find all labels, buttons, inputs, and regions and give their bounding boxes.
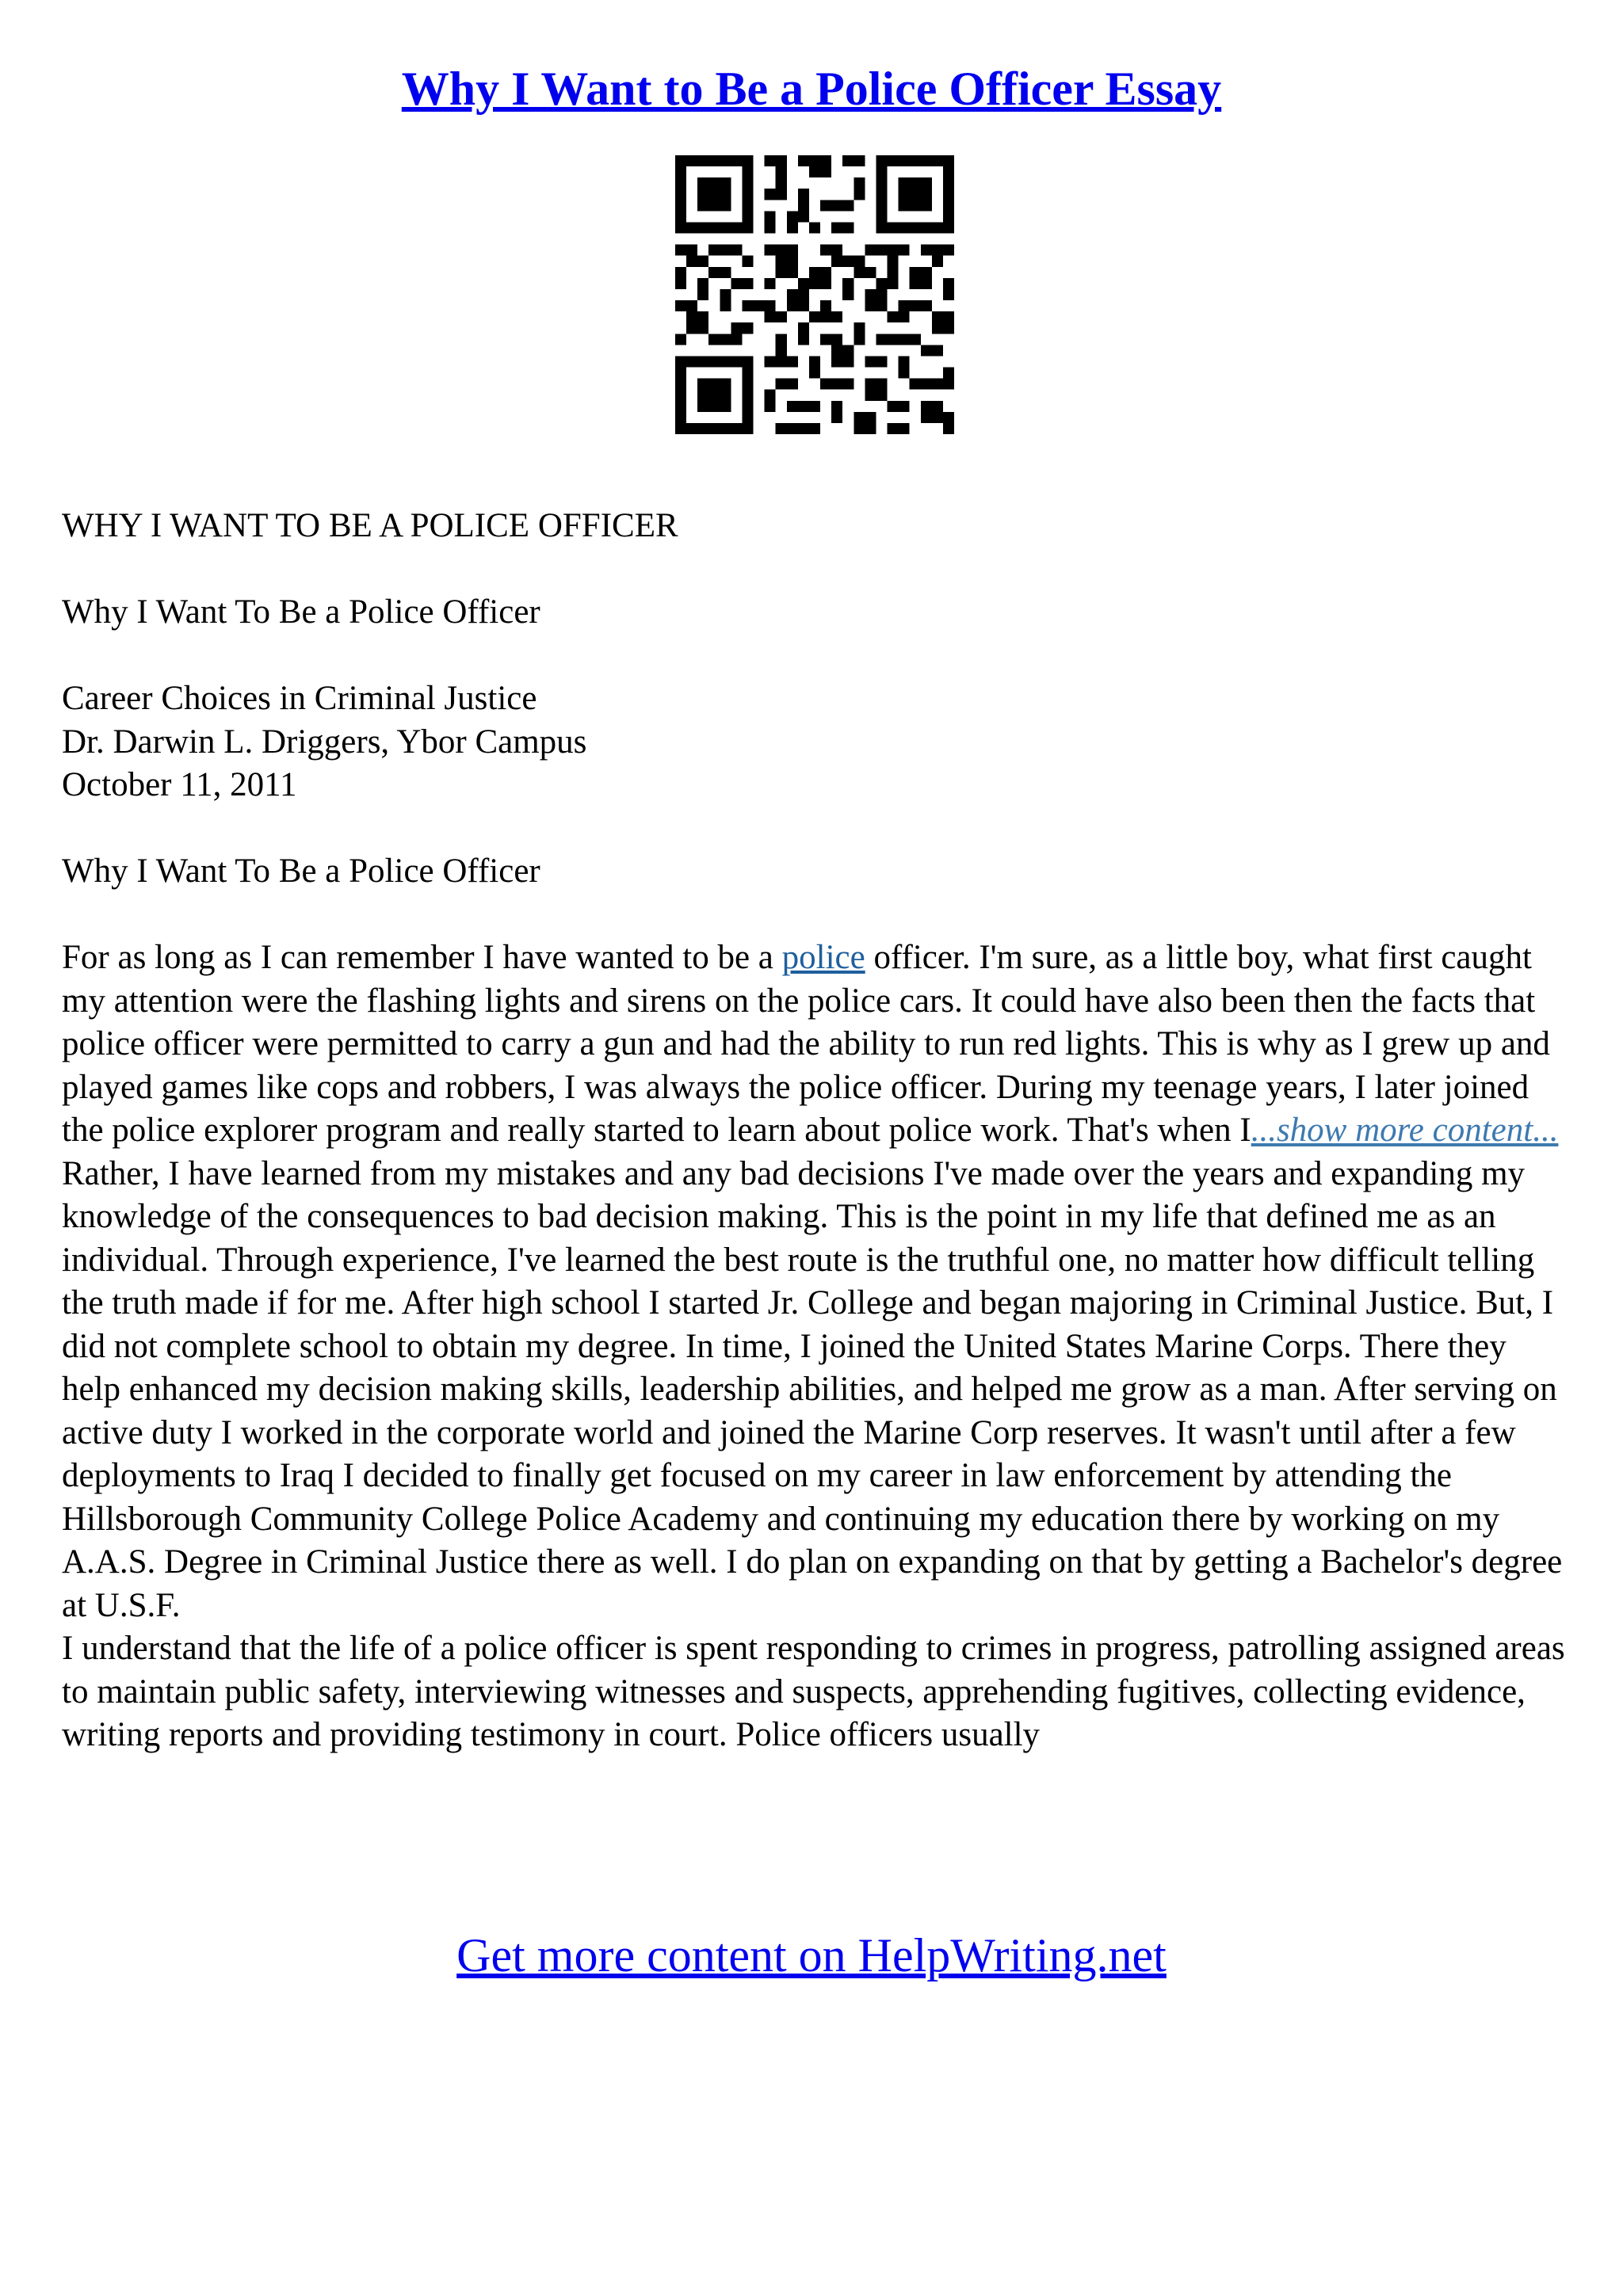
spacer bbox=[62, 894, 1568, 937]
footer-link[interactable]: Get more content on HelpWriting.net bbox=[456, 1929, 1167, 1981]
qr-code-icon bbox=[675, 155, 954, 434]
course-name: Career Choices in Criminal Justice bbox=[62, 680, 537, 717]
instructor-name: Dr. Darwin L. Driggers, Ybor Campus bbox=[62, 723, 587, 761]
police-link[interactable]: police bbox=[781, 939, 865, 976]
essay-subheading: Why I Want To Be a Police Officer bbox=[62, 593, 540, 631]
essay-date: October 11, 2011 bbox=[62, 766, 297, 803]
paragraph-2: Rather, I have learned from my mistakes and any bad decisions I've made over the years and expanding my knowledge of the consequences to bad decision making. This is the point in my life that defined me as an individual. Through experience, I've learned the best route is the truthful one, no matter how difficult telling the truth made if for me. After high school I started Jr. College and began majoring in Criminal Justice. But, I did not complete school to obtain my degree. In time, I joined the United States Marine Corps. There they help enhanced my decision making skills, leadership abilities, and helped me grow as a man. After serving on active duty I worked in the corporate world and joined the Marine Corp reserves. It wasn't until after a few deployments to Iraq I decided to finally get focused on my career in law enforcement by attending the Hillsborough Community College Police Academy and continuing my education there by working on my A.A.S. Degree in Criminal Justice there as well. I do plan on expanding on that by getting a Bachelor's degree at U.S.F. bbox=[62, 1154, 1563, 1624]
spacer bbox=[62, 548, 1568, 592]
document-title bbox=[0, 57, 1623, 120]
essay-body bbox=[62, 505, 1568, 1757]
spacer bbox=[62, 807, 1568, 851]
paragraph-1 bbox=[62, 936, 1568, 1153]
paragraph-1-rest: officer. I'm sure, as a little boy, what first caught my attention were the flashing lights and sirens on the police cars. It could have also been then the facts that police officer were permitted to carry a gun and had the ability to run red lights. This is why as I grew up and played games like cops and robbers, I was always the police officer. During my teenage years, I later joined the police explorer program and really started to learn about police work. That's when I bbox=[62, 939, 1550, 1149]
spacer bbox=[62, 635, 1568, 678]
paragraph-1-start: For as long as I can remember I have wanted to be a bbox=[62, 939, 782, 976]
paragraph-3: I understand that the life of a police officer is spent responding to crimes in progress, patrolling assigned areas to maintain public safety, interviewing witnesses and suspects, apprehending fugitives, collecting evidence, writing reports and providing testimony in court. Police officers usually bbox=[62, 1630, 1565, 1753]
essay-heading: WHY I WANT TO BE A POLICE OFFICER bbox=[62, 507, 678, 544]
show-more-link[interactable]: ...show more content... bbox=[1251, 1112, 1559, 1149]
essay-subheading-repeat: Why I Want To Be a Police Officer bbox=[62, 852, 540, 890]
title-link[interactable]: Why I Want to Be a Police Officer Essay bbox=[401, 63, 1222, 115]
footer bbox=[0, 1924, 1623, 1987]
